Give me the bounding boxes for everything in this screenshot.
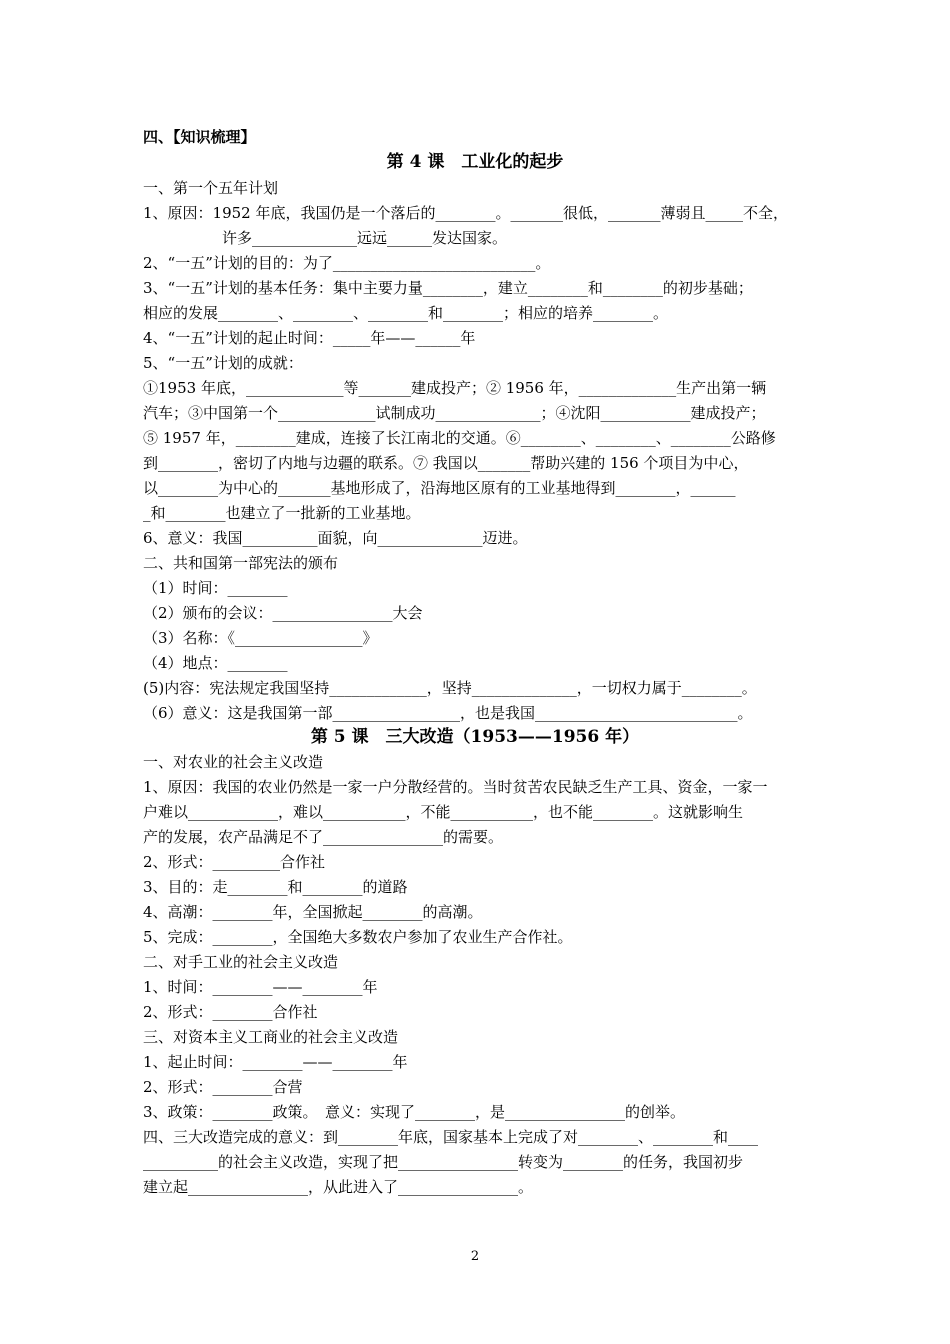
l4-constitution-time: （1）时间：________ [143,579,288,597]
l4-achievements-line-1: ①1953 年底，_____________等_______建成投产；② 1956 年，_____________生产出第一辆 [143,379,767,397]
l4-achievements-line-2: 汽车；③中国第一个_____________试制成功______________；④沈阳____________建成投产； [143,404,766,422]
l4-constitution-meeting: （2）颁布的会议：________________大会 [143,604,423,622]
l4-achievements-line-4: 到________，密切了内地与边疆的联系。⑦ 我国以_______帮助兴建的 156 个项目为中心， [143,454,749,472]
l4-constitution-name: （3）名称：《_________________》 [143,629,378,647]
section-header: 四、【知识梳理】 [143,128,256,146]
l4-achievements-heading: 5、“一五”计划的成就： [143,354,303,372]
l4-achievements-line-3: ⑤ 1957 年，________建成，连接了长江南北的交通。⑥________、________、________公路修 [143,429,776,447]
l5-capitalist-time: 1、起止时间：________——________年 [143,1053,408,1071]
page-number: 2 [470,1249,480,1264]
l4-achievements-line-5: 以________为中心的_______基地形成了，沿海地区原有的工业基地得到________，______ [143,479,736,497]
l4-significance: 6、意义：我国__________面貌，向______________迈进。 [143,529,528,547]
l4-achievements-line-6: _和________也建立了一批新的工业基地。 [143,504,421,522]
l5-agriculture-climax: 4、高潮：________年，全国掀起________的高潮。 [143,903,483,921]
l5-significance-line-3: 建立起________________，从此进入了________________。 [143,1178,534,1196]
l5-agriculture-form: 2、形式：_________合作社 [143,853,326,871]
l5-agriculture-heading: 一、对农业的社会主义改造 [143,753,324,771]
l4-period: 4、“一五”计划的起止时间：_____年——______年 [143,329,476,347]
l5-significance-line-1: 四、三大改造完成的意义：到________年底，国家基本上完成了对________、________和____ [143,1128,759,1146]
l4-constitution-content: (5)内容：宪法规定我国坚持_____________，坚持______________，一切权力属于________。 [143,679,757,697]
l5-agriculture-reason-2: 户难以____________，难以___________，不能___________，也不能________。这就影响生 [143,803,744,821]
l4-task-line-2: 相应的发展________、________、________和________；相应的培养________。 [143,304,669,322]
l4-heading-five-year-plan: 一、第一个五年计划 [143,179,279,197]
l5-capitalist-form: 2、形式：________合营 [143,1078,303,1096]
l5-handicraft-time: 1、时间：________——________年 [143,978,378,996]
l4-constitution-significance: （6）意义：这是我国第一部_________________，也是我国___________________________。 [143,704,753,722]
l4-reason-line-1: 1、原因：1952 年底，我国仍是一个落后的________。_______很低，_______薄弱且_____不全， [143,204,788,222]
l5-agriculture-goal: 3、目的：走________和________的道路 [143,878,408,896]
l5-handicraft-form: 2、形式：________合作社 [143,1003,318,1021]
l5-agriculture-reason-1: 1、原因：我国的农业仍然是一家一户分散经营的。当时贫苦农民缺乏生产工具、资金，一家一 [143,778,768,796]
l4-reason-line-2: 许多______________远远______发达国家。 [222,229,508,247]
l4-task-line-1: 3、“一五”计划的基本任务：集中主要力量________，建立________和________的初步基础； [143,279,753,297]
l5-capitalist-policy: 3、政策：________政策。 意义：实现了________，是________________的创举。 [143,1103,686,1121]
l4-constitution-place: （4）地点：________ [143,654,288,672]
l5-significance-line-2: __________的社会主义改造，实现了把________________转变为________的任务，我国初步 [143,1153,744,1171]
l5-agriculture-complete: 5、完成：________，全国绝大多数农户参加了农业生产合作社。 [143,928,573,946]
l4-purpose: 2、“一五”计划的目的：为了___________________________。 [143,254,551,272]
l5-agriculture-reason-3: 产的发展，农产品满足不了________________的需要。 [143,828,504,846]
l5-handicraft-heading: 二、对手工业的社会主义改造 [143,953,339,971]
lesson-5-title: 第 5 课 三大改造（1953——1956 年） [310,727,640,747]
l5-capitalist-heading: 三、对资本主义工商业的社会主义改造 [143,1028,399,1046]
l4-constitution-heading: 二、共和国第一部宪法的颁布 [143,554,339,572]
lesson-4-title: 第 4 课 工业化的起步 [386,152,564,172]
